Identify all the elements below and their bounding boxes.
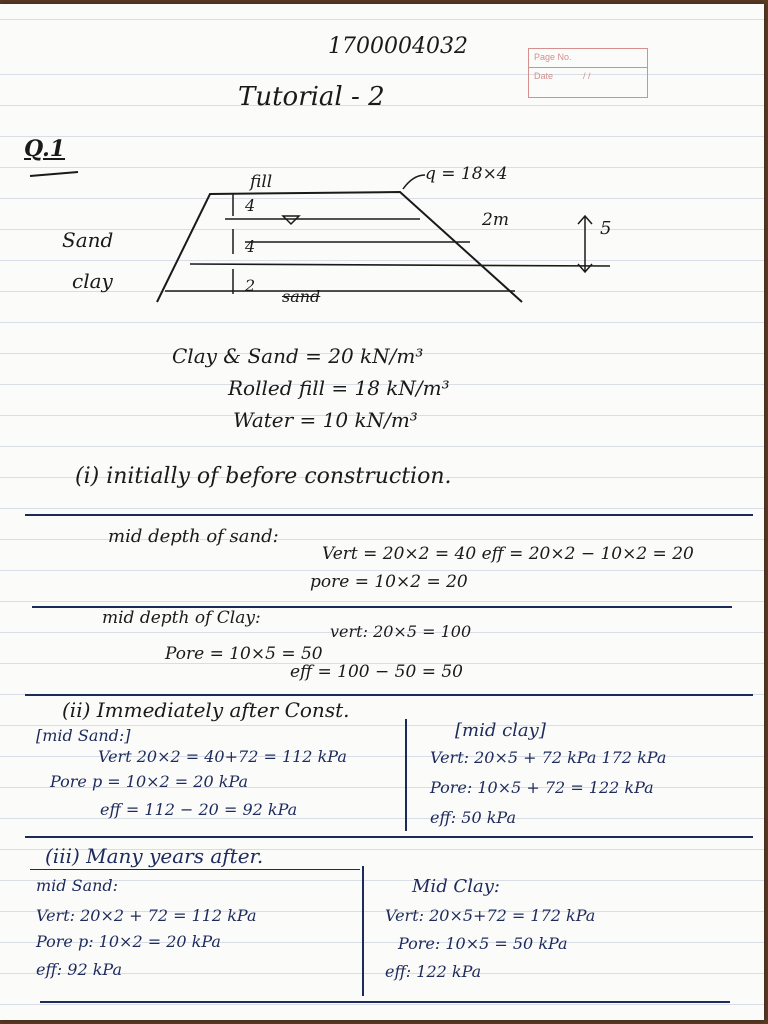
part-ii-sand-eff: eff = 112 − 20 = 92 kPa	[100, 800, 298, 819]
part-i-heading: (i) initially of before construction.	[75, 464, 452, 489]
notebook-page	[0, 4, 764, 1020]
part-iii-sand-heading: mid Sand:	[36, 876, 119, 895]
part-iii-clay-vert: Vert: 20×5+72 = 172 kPa	[385, 906, 596, 925]
sand-layer-label: Sand	[62, 228, 114, 252]
part-iii-sand-eff: eff: 92 kPa	[36, 960, 123, 979]
page-no-label: Page No.	[534, 52, 572, 62]
clay-vert-line: vert: 20×5 = 100	[330, 622, 472, 641]
fill-label: fill	[250, 172, 273, 192]
unit-weight-water: Water = 10 kN/m³	[233, 408, 418, 432]
part-iii-clay-heading: Mid Clay:	[412, 876, 500, 897]
part-ii-sand-vert: Vert 20×2 = 40+72 = 112 kPa	[98, 747, 347, 766]
clay-thickness: 2	[245, 276, 256, 295]
part-ii-clay-eff: eff: 50 kPa	[430, 808, 517, 827]
column-divider	[405, 719, 407, 831]
sand-pore-line: pore = 10×2 = 20	[310, 572, 468, 592]
clay-pore-line: Pore = 10×5 = 50	[165, 644, 323, 664]
depth-label: 5	[600, 218, 612, 239]
mid-sand-heading: mid depth of sand:	[108, 526, 279, 547]
divider	[30, 869, 360, 870]
unit-weight-rolled-fill: Rolled fill = 18 kN/m³	[228, 376, 450, 400]
divider	[25, 836, 753, 838]
column-divider	[362, 866, 364, 996]
part-iii-sand-pore: Pore p: 10×2 = 20 kPa	[36, 932, 221, 951]
roll-number: 1700004032	[328, 34, 468, 59]
divider	[40, 1001, 730, 1003]
part-iii-clay-pore: Pore: 10×5 = 50 kPa	[398, 934, 568, 953]
part-ii-heading: (ii) Immediately after Const.	[62, 698, 350, 722]
sand-struck-label: sand	[282, 287, 321, 306]
sand-vert-line: Vert = 20×2 = 40 eff = 20×2 − 10×2 = 20	[322, 544, 694, 564]
part-iii-heading: (iii) Many years after.	[45, 844, 264, 868]
part-ii-clay-vert: Vert: 20×5 + 72 kPa 172 kPa	[430, 748, 667, 767]
part-iii-clay-eff: eff: 122 kPa	[385, 962, 482, 981]
part-ii-clay-heading: [mid clay]	[455, 720, 546, 741]
clay-eff-line: eff = 100 − 50 = 50	[290, 662, 463, 682]
part-ii-sand-heading: [mid Sand:]	[36, 726, 131, 745]
date-label: Date / /	[529, 67, 647, 86]
mid-clay-heading: mid depth of Clay:	[102, 608, 261, 628]
divider	[25, 514, 753, 516]
surcharge-label: q = 18×4	[425, 164, 508, 184]
sand-thickness: 4	[245, 237, 256, 256]
divider	[25, 694, 753, 696]
question-label: Q.1	[24, 136, 66, 162]
fill-thickness: 4	[245, 196, 256, 215]
clay-layer-label: clay	[72, 269, 113, 293]
part-ii-clay-pore: Pore: 10×5 + 72 = 122 kPa	[430, 778, 654, 797]
water-depth-label: 2m	[482, 210, 509, 230]
page-title: Tutorial - 2	[238, 82, 385, 112]
unit-weight-clay-sand: Clay & Sand = 20 kN/m³	[172, 344, 424, 368]
part-ii-sand-pore: Pore p = 10×2 = 20 kPa	[50, 772, 249, 791]
part-iii-sand-vert: Vert: 20×2 + 72 = 112 kPa	[36, 906, 257, 925]
